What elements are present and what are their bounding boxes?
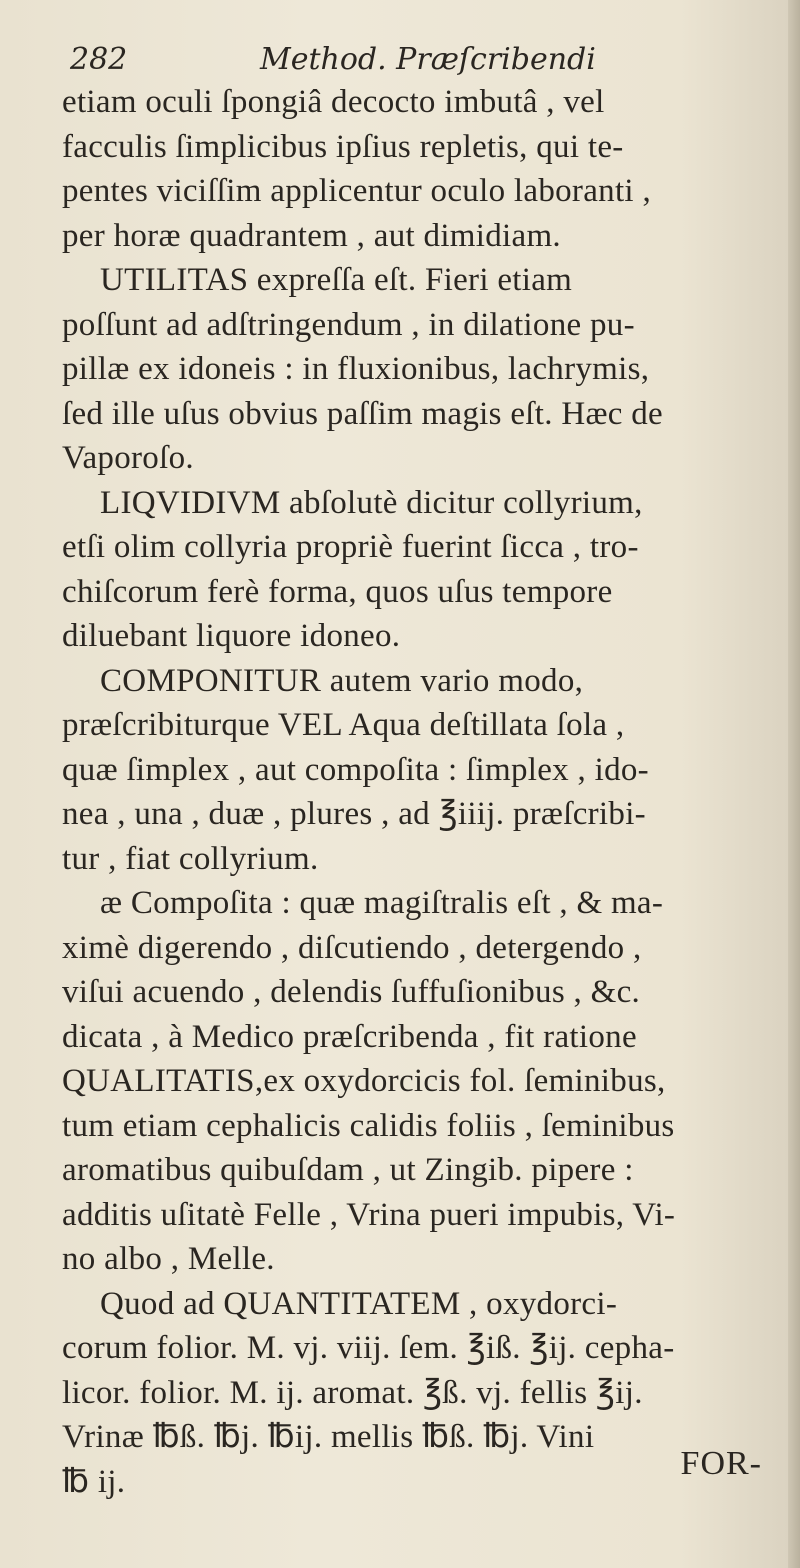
text-line: præſcribiturque VEL Aqua deſtillata ſola ,: [62, 707, 625, 743]
text-line: pentes viciſſim applicentur oculo laboranti ,: [62, 173, 652, 209]
running-title: Method. Præſcribendi: [260, 42, 596, 77]
text-line: Quod ad QUANTITATEM , oxydorci-: [100, 1285, 618, 1322]
page-header: [70, 42, 770, 82]
catchword: FOR-: [680, 1445, 762, 1482]
text-line: tur , fiat collyrium.: [62, 840, 319, 877]
page-edge-shadow: [788, 0, 800, 1568]
text-line: etſi olim collyria propriè fuerint ſicca , tro-: [62, 529, 639, 565]
text-line: UTILITAS expreſſa eſt. Fieri etiam: [100, 262, 573, 298]
text-line: LIQVIDIVM abſolutè dicitur collyrium,: [100, 484, 643, 521]
text-line: dicata , à Medico præſcribenda , fit ratione: [62, 1018, 637, 1055]
text-line: diluebant liquore idoneo.: [62, 618, 401, 654]
text-line: licor. folior. M. ij. aromat. ℥ß. vj. fellis ℥ij.: [62, 1374, 643, 1411]
text-line: chiſcorum ferè forma, quos uſus tempore: [62, 573, 613, 610]
text-line: ximè digerendo , diſcutiendo , detergendo ,: [62, 929, 642, 966]
text-line: per horæ quadrantem , aut dimidiam.: [62, 217, 561, 254]
text-line: quæ ſimplex , aut compoſita : ſimplex , ido-: [62, 751, 649, 788]
text-line: Vrinæ ℔ß. ℔j. ℔ij. mellis ℔ß. ℔j. Vini: [62, 1419, 595, 1455]
text-line: viſui acuendo , delendis ſuffuſionibus , &c.: [62, 974, 641, 1010]
text-line: corum folior. M. vj. viij. ſem. ℥iß. ℥ij. cepha-: [62, 1330, 675, 1366]
text-line: aromatibus quibuſdam , ut Zingib. pipere :: [62, 1152, 634, 1188]
text-line: tum etiam cephalicis calidis foliis , ſeminibus: [62, 1107, 675, 1144]
text-line: no albo , Melle.: [62, 1241, 275, 1277]
text-line: poſſunt ad adſtringendum , in dilatione pu-: [62, 306, 635, 343]
text-line: pillæ ex idoneis : in fluxionibus, lachrymis,: [62, 351, 650, 387]
text-line: etiam oculi ſpongiâ decocto imbutâ , vel: [62, 84, 605, 120]
page-number: 282: [70, 42, 128, 77]
text-line: additis uſitatè Felle , Vrina pueri impubis, Vi-: [62, 1196, 676, 1233]
text-line: nea , una , duæ , plures , ad ℥iiij. præſcribi-: [62, 796, 646, 832]
text-line: Vaporoſo.: [62, 440, 194, 476]
text-line: æ Compoſita : quæ magiſtralis eſt , & ma-: [100, 885, 664, 921]
text-line: facculis ſimplicibus ipſius repletis, qui te-: [62, 128, 624, 165]
text-line: ℔ ij.: [62, 1463, 126, 1500]
text-line: ſed ille uſus obvius paſſim magis eſt. Hæc de: [62, 395, 664, 432]
body-text: [62, 80, 770, 1504]
text-line: QUALITATIS,ex oxydorcicis fol. ſeminibus,: [62, 1063, 666, 1099]
text-line: COMPONITUR autem vario modo,: [100, 662, 584, 699]
